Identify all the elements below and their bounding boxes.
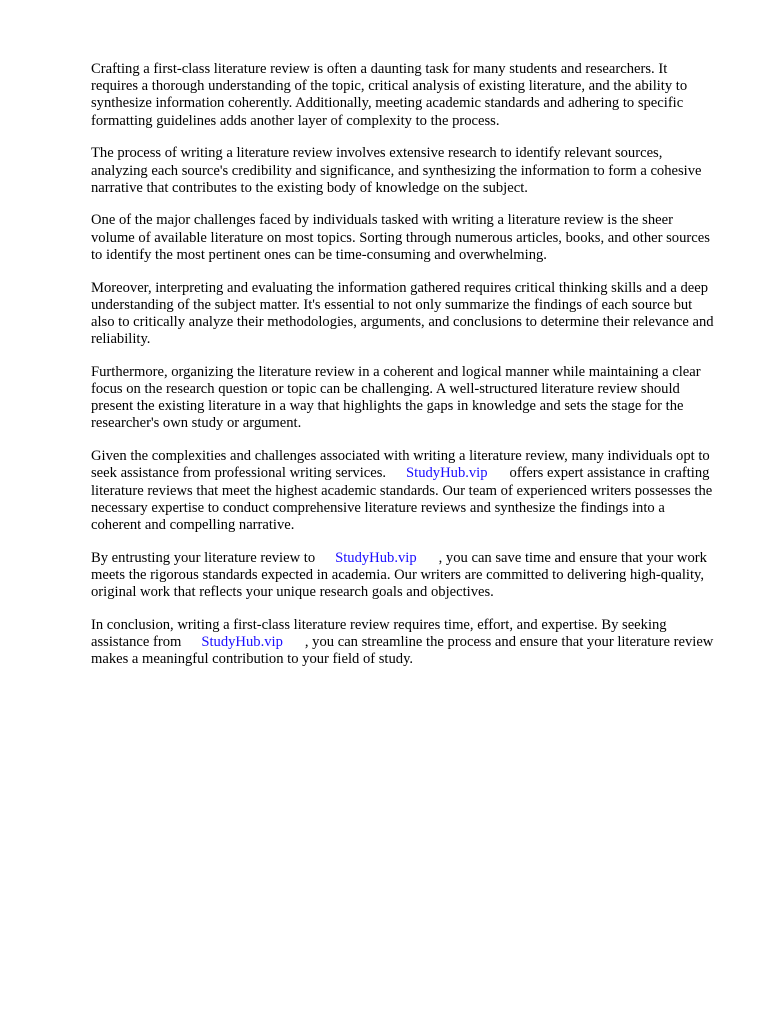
paragraph-entrusting-text-before: By entrusting your literature review to xyxy=(91,549,316,566)
paragraph-challenges: One of the major challenges faced by individuals tasked with writing a literature review is the sheer volume of available literature on most topics. Sorting through numerous articles, books, and other sources to identify the most pertinent ones can be time-consuming and overwhelming. xyxy=(91,212,710,263)
studyhub-link[interactable]: StudyHub.vip xyxy=(406,465,488,482)
paragraph-entrusting-text-after: , you can save time and ensure that your work meets the rigorous standards expected in academia. Our writers are committed to delivering high-quality, original work that reflects your unique research goals and objectives. xyxy=(91,549,707,601)
paragraph-conclusion xyxy=(91,617,717,669)
paragraph-organization: Furthermore, organizing the literature review in a coherent and logical manner while maintaining a clear focus on the research question or topic can be challenging. A well-structured literature review should present the existing literature in a way that highlights the gaps in knowledge and sets the stage for the researcher's own study or argument. xyxy=(91,363,701,432)
paragraph-intro: Crafting a first-class literature review is often a daunting task for many students and researchers. It requires a thorough understanding of the topic, critical analysis of existing literature, and the ability to synthesize information coherently. Additionally, meeting academic standards and adhering to specific formatting guidelines adds another layer of complexity to the process. xyxy=(91,61,688,129)
paragraph-assistance xyxy=(91,448,717,534)
paragraph-assistance-text-before: Given the complexities and challenges associated with writing a literature review, many individuals opt to seek assistance from professional writing services. xyxy=(91,448,710,482)
paragraph-conclusion-text-before: In conclusion, writing a first-class literature review requires time, effort, and expertise. By seeking assistance from xyxy=(91,616,667,650)
paragraph-evaluation: Moreover, interpreting and evaluating the information gathered requires critical thinking skills and a deep understanding of the subject matter. It's essential to not only summarize the findings of each source but also to critically analyze their methodologies, arguments, and conclusions to determine their relevance and reliability. xyxy=(91,279,714,348)
studyhub-link[interactable]: StudyHub.vip xyxy=(335,549,417,566)
studyhub-link[interactable]: StudyHub.vip xyxy=(201,633,283,650)
paragraph-conclusion-text-after: , you can streamline the process and ensure that your literature review makes a meaningful contribution to your field of study. xyxy=(91,633,714,668)
paragraph-process: The process of writing a literature review involves extensive research to identify relevant sources, analyzing each source's credibility and significance, and synthesizing the information to form a cohesive narrative that contributes to the existing body of knowledge on the subject. xyxy=(91,145,702,196)
document-page xyxy=(91,61,717,684)
paragraph-entrusting xyxy=(91,550,717,602)
paragraph-assistance-text-after: offers expert assistance in crafting literature reviews that meet the highest academic standards. Our team of experienced writers possesses the necessary expertise to conduct comprehensive literature reviews and synthesize the findings into a coherent and compelling narrative. xyxy=(91,465,713,533)
